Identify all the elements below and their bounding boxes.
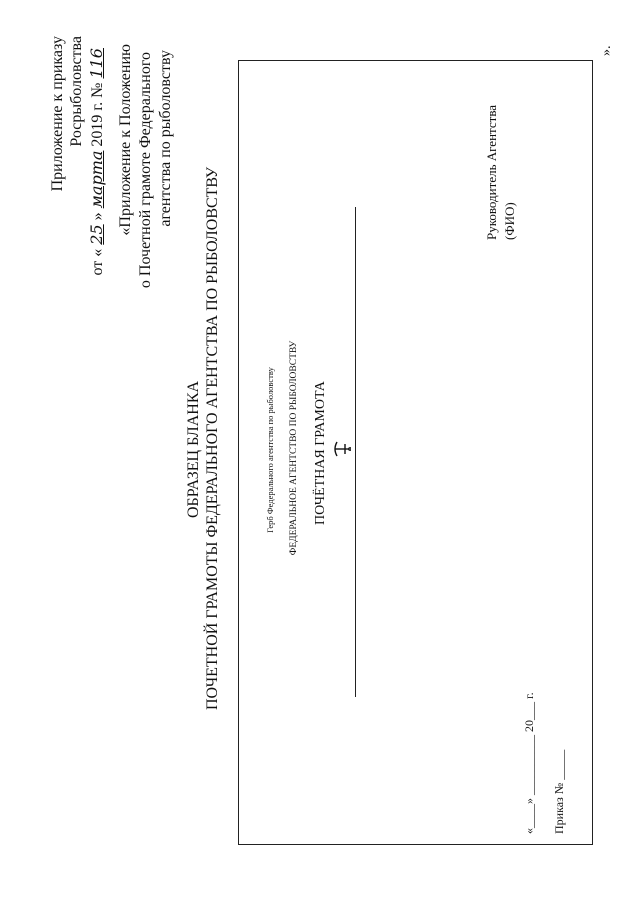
regulation-line-3: агентства по рыболовству [157, 50, 174, 227]
order-line: Приказ № _____ [552, 749, 566, 834]
regulation-line-2: о Почетной грамоте Федерального [137, 52, 154, 289]
appendix-date-mid: » [89, 212, 106, 221]
appendix-year: 2019 г. № [89, 82, 106, 147]
appendix-number: 116 [87, 48, 106, 79]
agency-name: ФЕДЕРАЛЬНОЕ АГЕНТСТВО ПО РЫБОЛОВСТВУ [289, 340, 299, 556]
emblem-caption: Герб Федерального агентства по рыболовству [265, 367, 275, 533]
regulation-line-1: «Приложение к Положению [117, 44, 134, 236]
recipient-name-line [355, 207, 356, 697]
head-title: Руководитель Агентства [484, 104, 499, 240]
title-line-2: ПОЧЕТНОЙ ГРАМОТЫ ФЕДЕРАЛЬНОГО АГЕНТСТВА ПО РЫБОЛОВСТВУ [204, 166, 221, 710]
closing-quote: ». [599, 45, 614, 56]
head-name: (ФИО) [502, 202, 517, 240]
appendix-day: 25 [87, 224, 106, 245]
certificate-heading: ПОЧЁТНАЯ ГРАМОТА [313, 381, 328, 525]
appendix-date-prefix: от « [89, 248, 106, 276]
appendix-line-2: Росрыболовства [68, 36, 85, 147]
anchor-icon [333, 438, 351, 460]
date-line: «____» __________ 20___ г. [522, 692, 536, 834]
appendix-line-1: Приложение к приказу [49, 36, 66, 192]
appendix-month: марта [87, 150, 106, 209]
title-line-1: ОБРАЗЕЦ БЛАНКА [185, 380, 202, 518]
appendix-line-3 [89, 48, 106, 318]
